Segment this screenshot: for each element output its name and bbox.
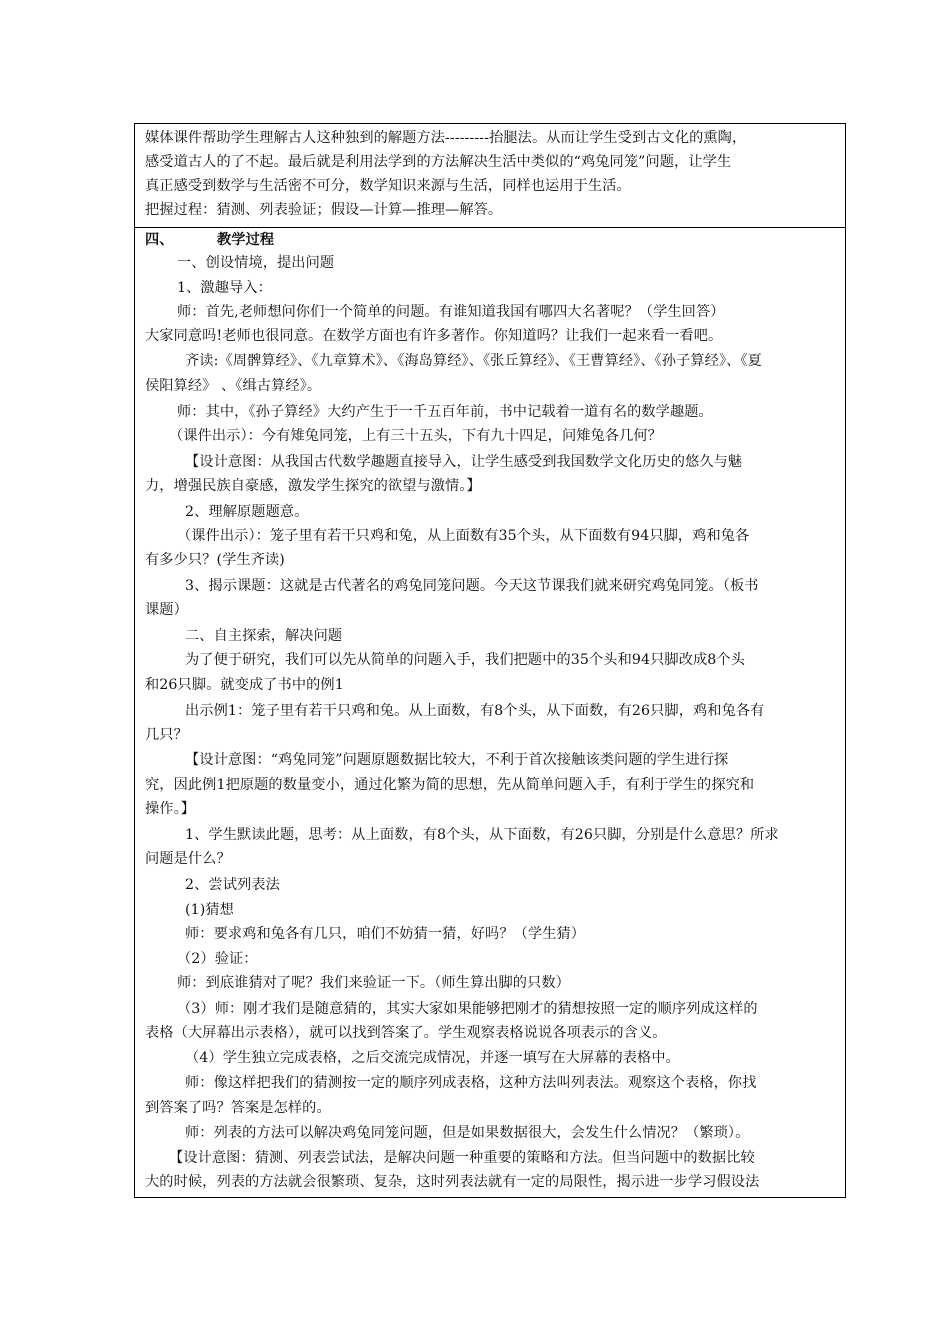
text-line: 课题） xyxy=(145,602,188,618)
text-line: 师：列表的方法可以解决鸡兔同笼问题，但是如果数据很大，会发生什么情况？（繁琐）。 xyxy=(185,1125,750,1141)
design-note: 大的时候，列表的方法就会很繁琐、复杂，这时列表法就有一定的局限性，揭示进一步学习假设法 xyxy=(145,1174,760,1190)
text-line: 到答案了吗？答案是怎样的。 xyxy=(145,1100,331,1116)
text-line: 师：到底谁猜对了呢？我们来验证一下。（师生算出脚的只数） xyxy=(177,975,570,991)
text-line: 几只？ xyxy=(145,727,188,743)
section-title: 教学过程 xyxy=(217,232,275,248)
text-line: 1、激趣导入： xyxy=(177,280,272,296)
text-line: 齐读:《周髀算经》、《九章算术》、《海岛算经》、《张丘算经》、《王曹算经》、《孙子算经》、《夏 xyxy=(185,353,762,369)
text-line: 和26只脚。就变成了书中的例1 xyxy=(145,677,344,693)
text-line: 为了便于研究，我们可以先从简单的问题入手，我们把题中的35个头和94只脚改成8个头 xyxy=(185,652,745,668)
design-note: 操作。】 xyxy=(145,801,196,817)
text-line: （课件出示）：笼子里有若干只鸡和兔，从上面数有35个头，从下面数有94只脚，鸡和兔各 xyxy=(177,528,750,544)
text-line: 问题是什么？ xyxy=(145,851,231,867)
intro-line: 感受道古人的了不起。最后就是利用法学到的方法解决生活中类似的“鸡兔同笼”问题，让学生 xyxy=(145,154,732,170)
text-line: 出示例1：笼子里有若干只鸡和兔。从上面数，有8个头，从下面数，有26只脚，鸡和兔各有 xyxy=(185,703,765,719)
text-line: 有多少只？(学生齐读) xyxy=(145,552,285,568)
design-note: 力，增强民族自豪感，激发学生探究的欲望与激情。】 xyxy=(145,478,481,494)
intro-line: 把握过程：猜测、列表验证；假设—计算—推理—解答。 xyxy=(145,202,503,218)
text-line: 3、揭示课题：这就是古代著名的鸡兔同笼问题。今天这节课我们就来研究鸡兔同笼。（板书 xyxy=(185,578,759,594)
text-line: （4）学生独立完成表格，之后交流完成情况，并逐一填写在大屏幕的表格中。 xyxy=(185,1050,680,1066)
text-line: 师：其中，《孙子算经》大约产生于一千五百年前，书中记载着一道有名的数学趣题。 xyxy=(177,404,713,420)
intro-line: 真正感受到数学与生活密不可分，数学知识来源与生活，同样也运用于生活。 xyxy=(145,178,631,194)
design-note: 【设计意图：“鸡兔同笼”问题原题数据比较大，不利于首次接触该类问题的学生进行探 xyxy=(185,752,729,768)
section-number: 四、 xyxy=(145,232,174,248)
text-line: 一、创设情境，提出问题 xyxy=(177,255,335,271)
text-line: 师：像这样把我们的猜测按一定的顺序列成表格，这种方法叫列表法。观察这个表格，你找 xyxy=(185,1075,757,1091)
text-line: 2、尝试列表法 xyxy=(185,877,280,893)
subsection-heading: 二、自主探索，解决问题 xyxy=(185,628,343,644)
intro-line: 媒体课件帮助学生理解古人这种独到的解题方法---------抬腿法。从而让学生受到古文化的熏陶， xyxy=(145,130,747,146)
teaching-process-cell xyxy=(134,227,846,1198)
design-note: 究，因此例1把原题的数量变小，通过化繁为简的思想，先从简单问题入手，有利于学生的探究和 xyxy=(145,777,755,793)
text-line: 师：首先,老师想问你们一个简单的问题。有谁知道我国有哪四大名著呢？（学生回答） xyxy=(177,304,725,320)
design-note: 【设计意图：猜测、列表尝试法，是解决问题一种重要的策略和方法。但当问题中的数据比较 xyxy=(169,1150,755,1166)
text-line: 1、学生默读此题，思考：从上面数，有8个头，从下面数，有26只脚，分别是什么意思？所求 xyxy=(185,827,779,843)
text-line: 表格（大屏幕出示表格），就可以找到答案了。学生观察表格说说各项表示的含义。 xyxy=(145,1025,667,1041)
text-line: （2）验证： xyxy=(177,951,258,967)
text-line: 师：要求鸡和兔各有几只，咱们不妨猜一猜，好吗？（学生猜） xyxy=(185,926,586,942)
text-line: 大家同意吗!老师也很同意。在数学方面也有许多著作。你知道吗？让我们一起来看一看吧。 xyxy=(145,328,723,344)
text-line: （3）师：刚才我们是随意猜的，其实大家如果能够把刚才的猜想按照一定的顺序列成这样的 xyxy=(177,1001,758,1017)
intro-cell xyxy=(134,123,846,228)
text-line: （课件出示）：今有雉兔同笼，上有三十五头，下有九十四足，问雉兔各几何？ xyxy=(169,428,662,444)
design-note: 【设计意图：从我国古代数学趣题直接导入，让学生感受到我国数学文化历史的悠久与魅 xyxy=(185,454,743,470)
text-line: 侯阳算经》 、《缉古算经》。 xyxy=(145,378,322,394)
text-line: 2、理解原题题意。 xyxy=(185,504,309,520)
text-line: (1)猜想 xyxy=(185,902,234,918)
